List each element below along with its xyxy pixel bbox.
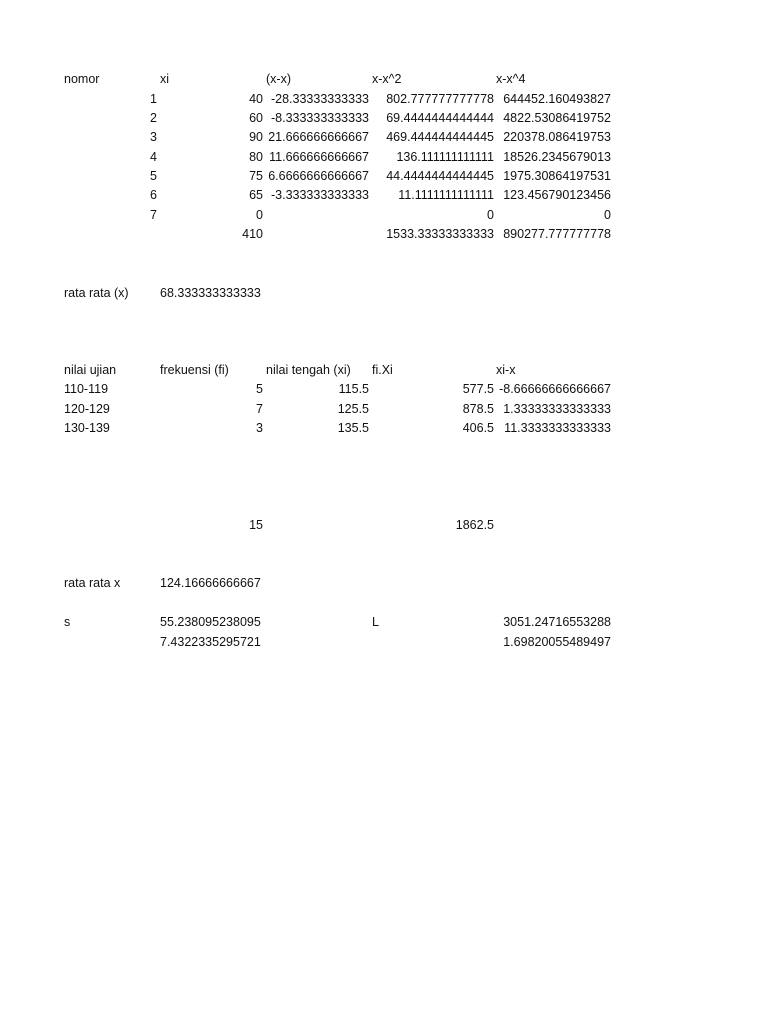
mean1-label: rata rata (x) xyxy=(64,286,129,300)
table2-row-range: 110-119 xyxy=(64,382,109,396)
table1-row-deviation: 21.666666666667 xyxy=(268,130,369,144)
table1-row-xi: 0 xyxy=(256,208,263,222)
table2-row-midpoint: 115.5 xyxy=(338,382,369,396)
table1-total-xi: 410 xyxy=(242,227,263,241)
header-xi-minus-x: xi-x xyxy=(496,363,516,377)
table2-row-fi-xi: 406.5 xyxy=(462,421,494,435)
table2-row-deviation: 11.3333333333333 xyxy=(504,421,611,435)
table1-row-deviation-squared: 11.1111111111111 xyxy=(398,188,494,202)
table2-row-deviation: 1.33333333333333 xyxy=(503,402,611,416)
l-ratio-value: 1.69820055489497 xyxy=(503,635,611,649)
table1-row-deviation-squared: 802.777777777778 xyxy=(386,92,494,106)
mean1-value: 68.333333333333 xyxy=(160,286,261,300)
table1-row-deviation-fourth: 644452.160493827 xyxy=(503,92,611,106)
table1-row-deviation-fourth: 1975.30864197531 xyxy=(503,169,611,183)
table1-row-deviation: 11.666666666667 xyxy=(269,150,369,164)
table1-row-nomor: 3 xyxy=(150,130,157,144)
table1-row-nomor: 1 xyxy=(150,92,157,106)
table1-total-deviation-fourth: 890277.777777778 xyxy=(503,227,611,241)
s-root-value: 7.4322335295721 xyxy=(160,635,261,649)
table1-row-xi: 60 xyxy=(249,111,263,125)
table1-row-nomor: 6 xyxy=(150,188,157,202)
header-deviation-fourth: x-x^4 xyxy=(496,72,526,86)
table1-row-nomor: 4 xyxy=(150,150,157,164)
table1-row-nomor: 7 xyxy=(150,208,157,222)
mean2-label: rata rata x xyxy=(64,576,121,590)
table2-row-frequency: 7 xyxy=(256,402,263,416)
l-value: 3051.24716553288 xyxy=(503,615,611,629)
table1-row-deviation-squared: 0 xyxy=(487,208,494,222)
table1-row-deviation-fourth: 4822.53086419752 xyxy=(503,111,611,125)
header-nilai-ujian: nilai ujian xyxy=(64,363,117,377)
table1-row-xi: 40 xyxy=(249,92,263,106)
header-nomor: nomor xyxy=(64,72,100,86)
table1-row-deviation-fourth: 220378.086419753 xyxy=(503,130,611,144)
l-label: L xyxy=(372,615,379,629)
table1-row-deviation-squared: 44.4444444444445 xyxy=(386,169,494,183)
table2-total-frequency: 15 xyxy=(249,518,263,532)
table1-row-xi: 90 xyxy=(249,130,263,144)
table1-row-deviation: -3.333333333333 xyxy=(270,188,369,202)
header-xi: xi xyxy=(160,72,170,86)
table1-row-deviation: 6.6666666666667 xyxy=(268,169,369,183)
table2-row-frequency: 3 xyxy=(256,421,263,435)
s-label: s xyxy=(64,615,71,629)
header-frekuensi: frekuensi (fi) xyxy=(160,363,229,377)
table1-total-deviation-squared: 1533.33333333333 xyxy=(386,227,494,241)
table1-row-deviation: -8.333333333333 xyxy=(270,111,369,125)
table2-row-range: 120-129 xyxy=(64,402,110,416)
table2-total-fi-xi: 1862.5 xyxy=(455,518,494,532)
table1-row-nomor: 2 xyxy=(150,111,157,125)
table2-row-deviation: -8.66666666666667 xyxy=(499,382,611,396)
table1-row-deviation-fourth: 123.456790123456 xyxy=(503,188,611,202)
table2-row-frequency: 5 xyxy=(256,382,263,396)
mean2-value: 124.16666666667 xyxy=(160,576,261,590)
header-deviation: (x-x) xyxy=(266,72,291,86)
table1-row-xi: 65 xyxy=(249,188,263,202)
table1-row-deviation-squared: 469.444444444445 xyxy=(386,130,494,144)
table1-row-deviation: -28.33333333333 xyxy=(270,92,369,106)
table1-row-deviation-squared: 136.111111111111 xyxy=(396,150,494,164)
header-nilai-tengah: nilai tengah (xi) xyxy=(266,363,351,377)
table1-row-nomor: 5 xyxy=(150,169,157,183)
header-fi-xi: fi.Xi xyxy=(372,363,393,377)
table2-row-fi-xi: 577.5 xyxy=(462,382,494,396)
table1-row-xi: 80 xyxy=(249,150,263,164)
table1-row-deviation-fourth: 0 xyxy=(604,208,611,222)
header-deviation-squared: x-x^2 xyxy=(372,72,402,86)
table2-row-range: 130-139 xyxy=(64,421,110,435)
table1-row-xi: 75 xyxy=(249,169,263,183)
table2-row-midpoint: 135.5 xyxy=(337,421,369,435)
table2-row-fi-xi: 878.5 xyxy=(462,402,494,416)
table1-row-deviation-fourth: 18526.2345679013 xyxy=(503,150,611,164)
table2-row-midpoint: 125.5 xyxy=(337,402,369,416)
s-value: 55.238095238095 xyxy=(160,615,261,629)
table1-row-deviation-squared: 69.4444444444444 xyxy=(386,111,494,125)
